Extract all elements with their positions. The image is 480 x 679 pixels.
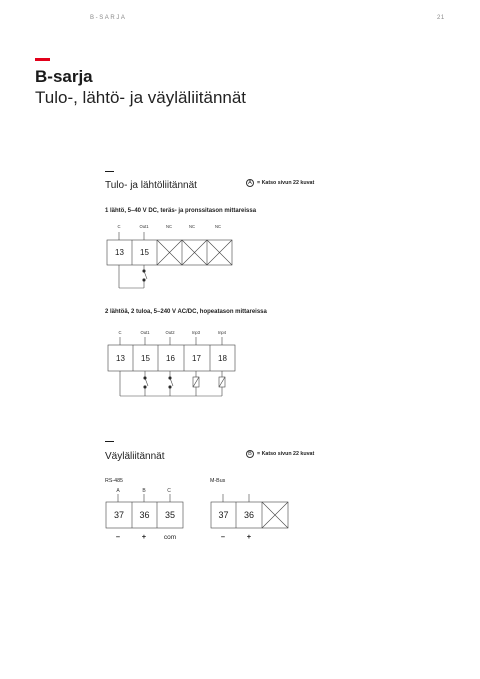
rs485-terminal-35: 35 [164, 510, 175, 520]
mbus-symbol-minus: – [220, 532, 226, 541]
d1-label-out1: Out1 [139, 224, 149, 229]
io-section-note [246, 179, 314, 187]
rs485-symbol-minus: – [115, 532, 121, 541]
d2-label-inp4: Inp4 [217, 330, 227, 335]
bus-section-rule [105, 441, 114, 442]
d1-label-c: C [117, 224, 121, 229]
rs485-label-b: B [142, 488, 146, 494]
d1-switch-contact-bottom [143, 279, 146, 282]
d1-label-nc3: NC [214, 224, 222, 229]
d2-out1-contact-top [144, 377, 147, 380]
diagram1-caption: 1 lähtö, 5–40 V DC, teräs- ja pronssitason mittareissa [105, 208, 257, 214]
diagram2-caption: 2 lähtöä, 2 tuloa, 5–240 V AC/DC, hopeatason mittareissa [105, 309, 267, 315]
d2-terminal-15: 15 [141, 353, 150, 363]
d2-out1-contact-bottom [144, 386, 147, 389]
rs485-label-a: A [116, 488, 120, 494]
rs485-terminal-36: 36 [139, 510, 150, 520]
bus-note-text: = Katso sivun 22 kuvat [257, 451, 315, 457]
d1-label-nc2: NC [188, 224, 196, 229]
d1-label-nc1: NC [165, 224, 173, 229]
rs485-label-c: C [167, 488, 171, 494]
rs485-symbol-com: com [163, 534, 177, 541]
d2-terminal-16: 16 [166, 353, 175, 363]
d2-terminal-17: 17 [192, 353, 201, 363]
d2-label-out2: Out2 [165, 330, 175, 335]
d2-label-out1: Out1 [140, 330, 150, 335]
io-section-title: Tulo- ja lähtöliitännät [105, 180, 197, 191]
d2-out2-contact-top [169, 377, 172, 380]
io-note-text: = Katso sivun 22 kuvat [257, 180, 315, 186]
title-accent-rule [35, 58, 50, 61]
d2-terminal-18: 18 [218, 353, 227, 363]
d1-switch-contact-top [143, 270, 146, 273]
d2-terminal-13: 13 [116, 353, 125, 363]
page-title: B-sarja [35, 67, 93, 86]
note-a-icon: A [246, 179, 254, 187]
bus-section-title: Väyläliitännät [105, 451, 165, 462]
rs485-terminal-37: 37 [113, 510, 124, 520]
d2-label-c: C [118, 330, 122, 335]
page-subtitle: Tulo-, lähtö- ja väyläliitännät [35, 88, 247, 107]
d2-out2-contact-bottom [169, 386, 172, 389]
mbus-terminal-36: 36 [243, 510, 254, 520]
d1-terminal-13: 13 [115, 248, 124, 257]
mbus-terminal-37: 37 [218, 510, 229, 520]
header-section: B-SARJA [90, 15, 127, 21]
mbus-label: M-Bus [210, 478, 226, 484]
page-number: 21 [437, 15, 445, 21]
d2-label-inp3: Inp3 [191, 330, 201, 335]
rs485-symbol-plus: + [141, 532, 147, 541]
io-section-rule [105, 171, 114, 172]
mbus-symbol-plus: + [246, 532, 252, 541]
note-b-icon: B [246, 450, 254, 458]
d1-terminal-15: 15 [140, 248, 149, 257]
rs485-label: RS-485 [105, 478, 123, 484]
bus-section-note [246, 450, 314, 458]
